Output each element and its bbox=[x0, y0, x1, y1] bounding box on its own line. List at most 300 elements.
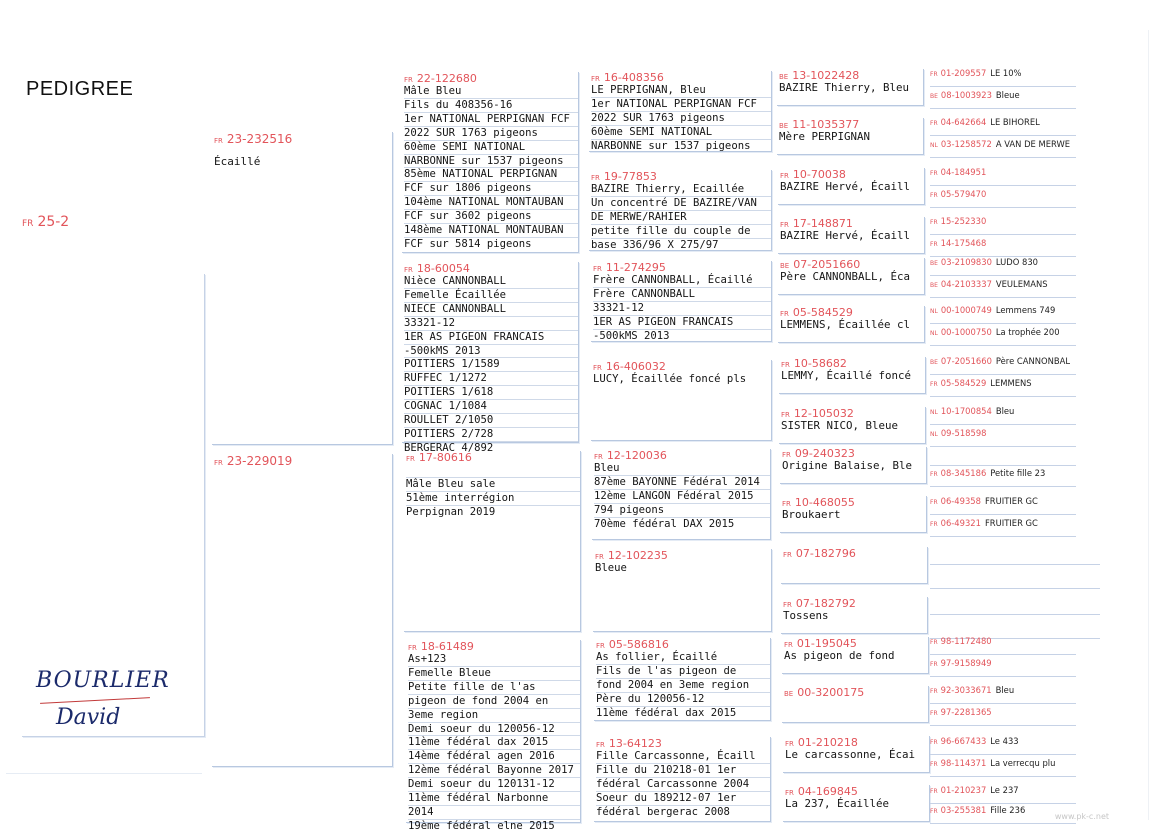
gen5-ring-number: 92-3033671 bbox=[940, 685, 992, 695]
gen4-detail-line: BAZIRE Hervé, Écaill bbox=[780, 180, 911, 193]
grandparents-detail-line: Fils du 408356-16 bbox=[404, 99, 578, 113]
gen4-ring-number: 07-182792 bbox=[795, 597, 856, 610]
gen5-entry-28 bbox=[930, 707, 1076, 726]
gen3-details bbox=[593, 562, 771, 575]
gen3-country-code: FR bbox=[595, 553, 604, 561]
grandparents-ring bbox=[402, 72, 578, 85]
gen5-ring bbox=[930, 139, 992, 149]
grandparents-detail-line: Mâle Bleu sale bbox=[406, 478, 580, 492]
gen4-country-code: FR bbox=[780, 221, 789, 229]
gen4-country-code: FR bbox=[780, 172, 789, 180]
grandparents-detail-line: Nièce CANNONBALL bbox=[404, 275, 578, 289]
gen5-ring-number: 15-252330 bbox=[940, 216, 987, 226]
gen3-box-6 bbox=[593, 549, 772, 632]
gen5-entry-13 bbox=[930, 356, 1076, 375]
gen5-name: VEULEMANS bbox=[995, 279, 1048, 289]
gen5-ring-number: 00-1000749 bbox=[940, 305, 992, 315]
grandparents-country-code: FR bbox=[408, 644, 417, 652]
gen4-box-2 bbox=[777, 118, 924, 155]
gen5-entry-17 bbox=[930, 447, 1076, 466]
gen5-ring bbox=[930, 189, 986, 199]
gen5-ring bbox=[930, 620, 933, 630]
gen5-ring bbox=[930, 707, 992, 717]
gen4-details bbox=[777, 82, 923, 95]
gen5-entry-8 bbox=[930, 238, 1076, 257]
grandparents-detail-line: Perpignan 2019 bbox=[406, 505, 496, 518]
gen3-detail-line: 87ème BAYONNE Fédéral 2014 bbox=[594, 476, 770, 490]
gen4-country-code: FR bbox=[785, 740, 794, 748]
grandparents-detail-line: FCF sur 1806 pigeons bbox=[404, 182, 578, 196]
grandparents-detail-line: Demi soeur du 120056-12 bbox=[408, 723, 580, 737]
gen3-details bbox=[591, 274, 771, 343]
grandparents-detail-line: NIECE CANNONBALL bbox=[404, 303, 578, 317]
gen4-detail-line: Broukaert bbox=[782, 508, 841, 521]
gen3-country-code: FR bbox=[596, 642, 605, 650]
gen4-country-code: BE bbox=[779, 122, 789, 130]
grandparents-ring-number: 17-80616 bbox=[418, 451, 472, 464]
gen4-country-code: BE bbox=[784, 690, 794, 698]
grandparents-detail-line: 2022 SUR 1763 pigeons bbox=[404, 127, 578, 141]
gen3-detail-line: Fille Carcassonne, Écaill bbox=[596, 750, 770, 764]
gen3-ring-number: 11-274295 bbox=[605, 261, 666, 274]
grandparents-detail-line: ROULLET 2/1050 bbox=[404, 414, 578, 428]
gen4-country-code: FR bbox=[781, 411, 790, 419]
grandparents-detail-line: 1ER AS PIGEON FRANCAIS bbox=[404, 331, 578, 345]
gen5-country-code: FR bbox=[930, 170, 938, 177]
gen3-box-8 bbox=[594, 737, 771, 822]
gen5-entry-22 bbox=[930, 570, 1100, 589]
gen4-ring-number: 09-240323 bbox=[794, 447, 855, 460]
gen5-ring-number: 04-184951 bbox=[940, 167, 987, 177]
gen5-ring bbox=[930, 279, 992, 289]
gen3-detail-line: Bleu bbox=[594, 462, 770, 476]
gen5-ring bbox=[930, 305, 992, 315]
gen4-details bbox=[780, 509, 926, 522]
gen5-entry-10 bbox=[930, 279, 1076, 298]
grandparents-detail-line: Petite fille de l'as bbox=[408, 681, 580, 695]
gen4-detail-line: As pigeon de fond bbox=[784, 649, 895, 662]
gen4-country-code: FR bbox=[780, 310, 789, 318]
gen5-ring bbox=[930, 658, 992, 668]
gen5-country-code: BE bbox=[930, 359, 938, 366]
gen5-ring bbox=[930, 68, 986, 78]
gen4-details bbox=[783, 749, 929, 762]
gen5-country-code: NL bbox=[930, 142, 938, 149]
grandparents-detail-line: BERGERAC 4/892 bbox=[404, 441, 494, 454]
gen5-name: La verrecqu plu bbox=[990, 758, 1056, 768]
grandparents-detail-line: 3eme region bbox=[408, 709, 580, 723]
parents-ring bbox=[212, 454, 392, 468]
grandparents-detail-line: FCF sur 5814 pigeons bbox=[404, 237, 532, 250]
grandparents-ring bbox=[404, 451, 580, 464]
grandparents-detail-line: 104ème NATIONAL MONTAUBAN bbox=[404, 196, 578, 210]
gen5-country-code: NL bbox=[930, 330, 938, 337]
gen5-entry-7 bbox=[930, 216, 1076, 235]
gen5-country-code: FR bbox=[930, 788, 938, 795]
gen4-country-code: FR bbox=[783, 601, 792, 609]
gen3-detail-line: 11ème fédéral dax 2015 bbox=[596, 706, 737, 719]
grandparents-detail-line bbox=[406, 464, 580, 478]
gen5-ring-number: 04-2103337 bbox=[940, 279, 992, 289]
grandparents-ring-number: 22-122680 bbox=[416, 72, 477, 85]
gen5-ring bbox=[930, 496, 981, 506]
gen4-box-13 bbox=[782, 637, 929, 674]
grandparents-detail-line: 14ème fédéral agen 2016 bbox=[408, 750, 580, 764]
gen5-name: Bleu bbox=[995, 406, 1015, 416]
gen4-ring-number: 05-584529 bbox=[792, 306, 853, 319]
gen5-ring bbox=[930, 685, 992, 695]
gen4-ring-number: 01-210218 bbox=[797, 736, 858, 749]
gen4-box-15 bbox=[783, 736, 930, 773]
gen5-entry-26 bbox=[930, 658, 1076, 677]
gen3-box-7 bbox=[594, 638, 771, 721]
grandparents-box-1 bbox=[402, 72, 579, 253]
gen3-detail-line: Père du 120056-12 bbox=[596, 693, 770, 707]
grandparents-detail-line: POITIERS 1/618 bbox=[404, 386, 578, 400]
gen5-entry-9 bbox=[930, 257, 1076, 276]
gen3-detail-line: NARBONNE sur 1537 pigeons bbox=[591, 139, 751, 152]
gen3-ring bbox=[589, 170, 771, 183]
grandparents-detail-line: RUFFEC 1/1272 bbox=[404, 372, 578, 386]
gen5-country-code: FR bbox=[930, 688, 938, 695]
gen3-detail-line: Bleue bbox=[595, 562, 627, 574]
gen5-ring bbox=[930, 805, 986, 815]
grandparents-details bbox=[402, 85, 578, 251]
gen3-detail-line: fond 2004 en 3eme region bbox=[596, 679, 770, 693]
gen5-ring-number: 01-210237 bbox=[940, 785, 987, 795]
grandparents-details bbox=[404, 464, 580, 519]
gen5-name: LEMMENS bbox=[990, 378, 1032, 388]
gen5-ring bbox=[930, 90, 992, 100]
gen3-detail-line: BAZIRE Thierry, Ecaillée bbox=[591, 183, 771, 197]
gen3-details bbox=[589, 84, 771, 153]
gen3-details bbox=[591, 373, 771, 386]
gen4-box-5 bbox=[778, 258, 925, 295]
gen5-country-code: FR bbox=[930, 639, 938, 646]
gen3-country-code: FR bbox=[593, 364, 602, 372]
gen5-ring bbox=[930, 468, 986, 478]
grandparents-detail-line: 33321-12 bbox=[404, 317, 578, 331]
gen5-entry-29 bbox=[930, 736, 1076, 755]
gen5-country-code: FR bbox=[930, 381, 938, 388]
gen5-entry-4 bbox=[930, 139, 1076, 158]
parents-ring-number: 23-229019 bbox=[226, 454, 293, 468]
gen5-ring bbox=[930, 758, 986, 768]
parents-detail-line: Écaillé bbox=[214, 155, 261, 168]
gen5-ring bbox=[930, 216, 986, 226]
subject-country: FR bbox=[22, 219, 34, 229]
gen3-details bbox=[589, 183, 771, 252]
gen5-country-code: FR bbox=[930, 219, 938, 226]
gen5-entry-27 bbox=[930, 685, 1076, 704]
gen4-box-10 bbox=[780, 496, 927, 533]
gen4-detail-line: Origine Balaise, Ble bbox=[782, 459, 913, 472]
parents-ring bbox=[212, 132, 392, 146]
grandparents-country-code: FR bbox=[404, 266, 413, 274]
gen5-entry-14 bbox=[930, 378, 1076, 397]
gen5-entry-16 bbox=[930, 428, 1076, 447]
gen4-ring bbox=[782, 686, 928, 699]
gen4-detail-line: SISTER NICO, Bleue bbox=[781, 419, 899, 432]
gen5-ring bbox=[930, 570, 933, 580]
gen5-ring bbox=[930, 785, 986, 795]
gen4-details bbox=[778, 271, 924, 284]
gen5-name: Le 433 bbox=[990, 736, 1019, 746]
gen4-country-code: BE bbox=[780, 262, 790, 270]
gen3-ring-number: 05-586816 bbox=[608, 638, 669, 651]
gen3-detail-line: fédéral bergerac 2008 bbox=[596, 805, 730, 818]
gen5-entry-3 bbox=[930, 117, 1076, 136]
gen5-country-code: FR bbox=[930, 241, 938, 248]
grandparents-detail-line: POITIERS 2/728 bbox=[404, 428, 578, 442]
gen3-detail-line: Fille du 210218-01 1er bbox=[596, 764, 770, 778]
gen4-ring-number: 13-1022428 bbox=[792, 69, 860, 82]
gen4-box-3 bbox=[778, 168, 925, 205]
grandparents-box-2 bbox=[402, 262, 579, 454]
gen5-name: FRUITIER GC bbox=[984, 496, 1038, 506]
grandparents-detail-line: 85ème NATIONAL PERPIGNAN bbox=[404, 168, 578, 182]
gen4-details bbox=[780, 460, 926, 473]
grandparents-ring bbox=[402, 262, 578, 275]
gen5-ring bbox=[930, 736, 986, 746]
gen5-ring bbox=[930, 238, 986, 248]
gen4-box-8 bbox=[779, 407, 926, 444]
gen5-country-code: FR bbox=[930, 471, 938, 478]
gen4-details bbox=[783, 798, 929, 811]
gen5-entry-31 bbox=[930, 785, 1076, 804]
gen5-ring-number: 07-2051660 bbox=[940, 356, 992, 366]
gen4-ring-number: 01-195045 bbox=[796, 637, 857, 650]
gen3-box-1 bbox=[589, 71, 772, 152]
grandparents-detail-line: POITIERS 1/1589 bbox=[404, 358, 578, 372]
grandparents-detail-line: Femelle Bleue bbox=[408, 667, 580, 681]
gen5-country-code: FR bbox=[930, 521, 938, 528]
gen3-ring bbox=[593, 549, 771, 562]
gen5-ring-number: 03-255381 bbox=[940, 805, 987, 815]
gen4-ring-number: 07-2051660 bbox=[793, 258, 861, 271]
gen4-country-code: FR bbox=[781, 361, 790, 369]
gen5-entry-1 bbox=[930, 68, 1076, 87]
gen5-ring bbox=[930, 167, 986, 177]
gen5-country-code: NL bbox=[930, 431, 938, 438]
gen5-entry-11 bbox=[930, 305, 1076, 324]
gen5-name: Bleu bbox=[995, 685, 1015, 695]
gen3-ring bbox=[591, 261, 771, 274]
gen4-box-4 bbox=[778, 217, 925, 254]
gen3-ring-number: 12-102235 bbox=[607, 549, 668, 562]
gen3-ring-number: 19-77853 bbox=[603, 170, 657, 183]
gen5-ring-number: 08-1003923 bbox=[940, 90, 992, 100]
gen3-details bbox=[594, 651, 770, 720]
gen4-details bbox=[779, 370, 925, 383]
gen3-detail-line: Frère CANNONBALL, Écaillé bbox=[593, 274, 771, 288]
gen3-ring-number: 13-64123 bbox=[608, 737, 662, 750]
gen5-country-code: FR bbox=[930, 739, 938, 746]
gen4-box-11 bbox=[781, 547, 928, 584]
gen5-ring-number: 97-9158949 bbox=[940, 658, 992, 668]
grandparents-ring-number: 18-61489 bbox=[420, 640, 474, 653]
gen3-detail-line: 33321-12 bbox=[593, 302, 771, 316]
gen5-entry-21 bbox=[930, 546, 1100, 565]
gen4-details bbox=[781, 610, 927, 623]
gen3-box-3 bbox=[591, 261, 772, 342]
parents-country-code: FR bbox=[214, 459, 223, 467]
gen5-entry-5 bbox=[930, 167, 1076, 186]
gen4-ring-number: 12-105032 bbox=[793, 407, 854, 420]
gen5-ring-number: 03-1258572 bbox=[940, 139, 992, 149]
gen5-ring-number: 06-49321 bbox=[940, 518, 981, 528]
parents-ring-number: 23-232516 bbox=[226, 132, 293, 146]
grandparents-details bbox=[406, 653, 580, 833]
gen5-name: Lemmens 749 bbox=[995, 305, 1056, 315]
gen5-ring-number: 98-1172480 bbox=[940, 636, 992, 646]
grandparents-detail-line: 19ème fédéral elne 2015 bbox=[408, 819, 555, 832]
gen5-country-code: BE bbox=[930, 93, 938, 100]
gen3-detail-line: 1ER AS PIGEON FRANCAIS bbox=[593, 316, 771, 330]
gen4-detail-line: LEMMENS, Écaillée cl bbox=[780, 318, 911, 331]
gen5-ring-number: 09-518598 bbox=[940, 428, 987, 438]
grandparents-box-4 bbox=[406, 640, 581, 832]
gen5-name: LE BIHOREL bbox=[990, 117, 1040, 127]
gen3-ring-number: 12-120036 bbox=[606, 449, 667, 462]
gen5-ring-number: 14-175468 bbox=[940, 238, 987, 248]
gen5-country-code: BE bbox=[930, 282, 938, 289]
gen3-detail-line: petite fille du couple de bbox=[591, 225, 771, 239]
gen3-ring bbox=[594, 737, 770, 750]
grandparents-country-code: FR bbox=[406, 455, 415, 463]
gen4-box-14 bbox=[782, 686, 929, 723]
grandparents-detail-line: Femelle Écaillée bbox=[404, 289, 578, 303]
gen4-details bbox=[779, 420, 925, 433]
gen3-detail-line: 794 pigeons bbox=[594, 504, 770, 518]
gen3-country-code: FR bbox=[591, 174, 600, 182]
gen4-details bbox=[778, 181, 924, 194]
gen5-ring bbox=[930, 636, 992, 646]
gen3-country-code: FR bbox=[593, 265, 602, 273]
gen3-detail-line: 70ème fédéral DAX 2015 bbox=[594, 517, 735, 530]
gen3-detail-line: As follier, Écaillé bbox=[596, 651, 770, 665]
grandparents-country-code: FR bbox=[404, 76, 413, 84]
gen4-country-code: BE bbox=[779, 73, 789, 81]
page-edge-line bbox=[1148, 30, 1149, 820]
gen5-ring bbox=[930, 428, 987, 438]
grandparents-detail-line: Mâle Bleu bbox=[404, 85, 578, 99]
gen4-box-6 bbox=[778, 306, 925, 343]
gen4-ring-number: 04-169845 bbox=[797, 785, 858, 798]
gen5-ring bbox=[930, 518, 981, 528]
grandparents-detail-line: -500kMS 2013 bbox=[404, 345, 578, 359]
gen5-name: Bleue bbox=[995, 90, 1020, 100]
footer-divider bbox=[6, 773, 202, 774]
grandparents-details bbox=[402, 275, 578, 455]
gen5-ring bbox=[930, 406, 992, 416]
gen5-entry-25 bbox=[930, 636, 1076, 655]
grandparents-ring-number: 18-60054 bbox=[416, 262, 470, 275]
gen4-ring-number: 17-148871 bbox=[792, 217, 853, 230]
gen5-country-code: FR bbox=[930, 808, 938, 815]
gen3-detail-line: 1er NATIONAL PERPIGNAN FCF bbox=[591, 98, 771, 112]
gen5-country-code: NL bbox=[930, 308, 938, 315]
gen3-box-2 bbox=[589, 170, 772, 251]
grandparents-ring bbox=[406, 640, 580, 653]
signature-firstname: David bbox=[56, 705, 121, 730]
gen5-ring bbox=[930, 596, 933, 606]
gen4-ring-number: 10-70038 bbox=[792, 168, 846, 181]
gen5-entry-18 bbox=[930, 468, 1076, 487]
gen4-box-16 bbox=[783, 785, 930, 822]
parents-details bbox=[212, 156, 392, 169]
gen5-country-code: FR bbox=[930, 192, 938, 199]
gen3-country-code: FR bbox=[596, 741, 605, 749]
gen5-ring-number: 96-667433 bbox=[940, 736, 987, 746]
gen4-country-code: FR bbox=[782, 451, 791, 459]
gen5-ring-number: 05-579470 bbox=[940, 189, 987, 199]
gen5-name: A VAN DE MERWE bbox=[995, 139, 1071, 149]
gen3-ring-number: 16-406032 bbox=[605, 360, 666, 373]
gen5-country-code: FR bbox=[930, 499, 938, 506]
gen5-country-code: FR bbox=[930, 761, 938, 768]
gen5-ring-number: 00-1000750 bbox=[940, 327, 992, 337]
gen4-box-12 bbox=[781, 597, 928, 634]
gen4-detail-line: La 237, Écaillée bbox=[785, 797, 890, 810]
gen3-ring bbox=[594, 638, 770, 651]
gen5-entry-15 bbox=[930, 406, 1076, 425]
gen3-details bbox=[594, 750, 770, 819]
gen4-detail-line: Tossens bbox=[783, 609, 829, 622]
gen3-detail-line: fédéral Carcassonne 2004 bbox=[596, 778, 770, 792]
grandparents-detail-line: 11ème fédéral dax 2015 bbox=[408, 736, 580, 750]
gen4-details bbox=[777, 131, 923, 144]
gen5-country-code: FR bbox=[930, 710, 938, 717]
gen4-country-code: FR bbox=[782, 500, 791, 508]
gen4-box-1 bbox=[777, 69, 924, 106]
gen5-ring bbox=[930, 257, 992, 267]
grandparents-detail-line: 11ème fédéral Narbonne bbox=[408, 792, 580, 806]
gen4-ring bbox=[781, 547, 927, 560]
gen3-detail-line: Soeur du 189212-07 1er bbox=[596, 792, 770, 806]
gen4-details bbox=[778, 319, 924, 332]
gen3-detail-line: Fils de l'as pigeon de bbox=[596, 665, 770, 679]
parents-country-code: FR bbox=[214, 137, 223, 145]
grandparents-detail-line: 60ème SEMI NATIONAL bbox=[404, 141, 578, 155]
page-title: PEDIGREE bbox=[26, 78, 134, 100]
grandparents-detail-line: 51ème interrégion bbox=[406, 492, 580, 506]
gen5-name: Le 237 bbox=[990, 785, 1019, 795]
gen3-detail-line: -500kMS 2013 bbox=[593, 329, 670, 342]
gen5-entry-6 bbox=[930, 189, 1076, 208]
grandparents-detail-line: FCF sur 3602 pigeons bbox=[404, 210, 578, 224]
gen5-country-code: FR bbox=[930, 71, 938, 78]
gen5-ring bbox=[930, 447, 933, 457]
gen3-detail-line: 2022 SUR 1763 pigeons bbox=[591, 112, 771, 126]
gen5-entry-30 bbox=[930, 758, 1076, 777]
gen4-ring-number: 10-468055 bbox=[794, 496, 855, 509]
gen5-name: LUDO 830 bbox=[995, 257, 1038, 267]
gen5-entry-2 bbox=[930, 90, 1076, 109]
gen5-ring bbox=[930, 117, 986, 127]
gen5-ring-number: 10-1700854 bbox=[940, 406, 992, 416]
gen5-name: LE 10% bbox=[990, 68, 1022, 78]
gen3-detail-line: DE MERWE/RAHIER bbox=[591, 211, 771, 225]
subject-ring-number: 25-2 bbox=[37, 214, 70, 230]
gen5-ring-number: 06-49358 bbox=[940, 496, 981, 506]
gen3-detail-line: Frère CANNONBALL bbox=[593, 288, 771, 302]
gen5-name: Fille 236 bbox=[990, 805, 1026, 815]
gen5-ring-number: 97-2281365 bbox=[940, 707, 992, 717]
gen5-country-code: FR bbox=[930, 120, 938, 127]
gen3-box-5 bbox=[592, 449, 771, 540]
signature-surname: BOURLIER bbox=[36, 668, 170, 693]
